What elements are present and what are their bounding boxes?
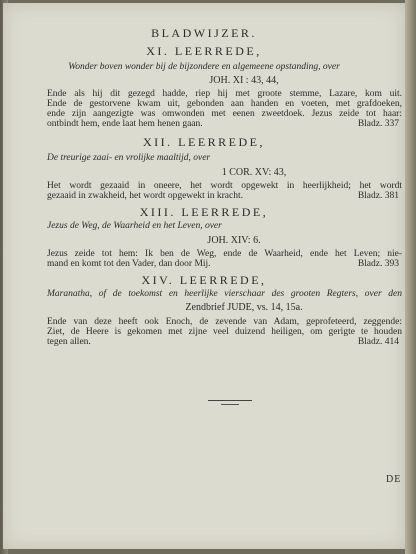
text-line: Ende van deze heeft ook Enoch, de zevende van Adam, geprofeteerd, zeggende: <box>47 317 402 327</box>
section-subtitle: Jezus de Weg, de Waarheid en het Leven, over <box>47 221 222 231</box>
section-title: XI. LEERREDE, <box>146 44 262 58</box>
section-subtitle: Maranatha, of de toekomst en heerlijke vierschaar des grooten Regters, over den <box>47 289 402 299</box>
text-line: Ziet, de Heere is gekomen met zijne veel duizend heiligen, om gerigte te houden <box>47 327 402 337</box>
section-title: XII. LEERREDE, <box>143 135 265 149</box>
book-page <box>3 3 405 549</box>
text-line: Ende de gestorvene kwam uit, gebonden aan handen en voeten, met grafdoeken, <box>47 99 402 109</box>
section-title: XIII. LEERREDE, <box>139 205 269 219</box>
catchword: DE <box>386 474 402 485</box>
page-reference: Bladz. 393 <box>357 259 399 269</box>
scripture-reference: JOH. XI : 43, 44, <box>209 75 279 86</box>
section-subtitle: De treurige zaai- en vrolijke maaltijd, over <box>47 153 211 163</box>
page-reference: Bladz. 381 <box>357 191 399 201</box>
page-header: BLADWIJZER. <box>151 26 257 40</box>
divider-rule <box>208 400 252 401</box>
section-title: XIV. LEERREDE, <box>141 273 267 287</box>
scripture-reference: 1 COR. XV: 43, <box>221 167 287 178</box>
text-line: ontbindt hem, ende laat hem henen gaan. <box>47 119 203 129</box>
section-subtitle: Wonder boven wonder bij de bijzondere en algemeene opstanding, over <box>68 62 340 72</box>
page-reference: Bladz. 414 <box>357 337 399 347</box>
text-line: Ende als hij dit gezegd hadde, riep hij met groote stemme, Lazare, kom uit. <box>47 89 402 99</box>
divider-rule-short <box>221 404 239 405</box>
text-line: gezaaid in zwakheid, het wordt opgewekt in kracht. <box>47 191 243 201</box>
text-line: mand en komt tot den Vader, dan door Mij. <box>47 259 211 269</box>
scripture-reference: JOH. XIV: 6. <box>207 235 261 246</box>
text-line: tegen allen. <box>47 337 91 347</box>
page-reference: Bladz. 337 <box>357 119 399 129</box>
text-line: ende zijn aangezigte was omwonden met eenen zweetdoek. Jezus zeide tot haar: <box>47 109 402 119</box>
text-line: Het wordt gezaaid in oneere, het wordt opgewekt in heerlijkheid; het wordt <box>47 181 402 191</box>
scripture-reference: Zendbrief JUDE, vs. 14, 15a. <box>185 302 303 313</box>
text-line: Jezus zeide tot hem: Ik ben de Weg, ende de Waarheid, ende het Leven; nie- <box>47 249 402 259</box>
